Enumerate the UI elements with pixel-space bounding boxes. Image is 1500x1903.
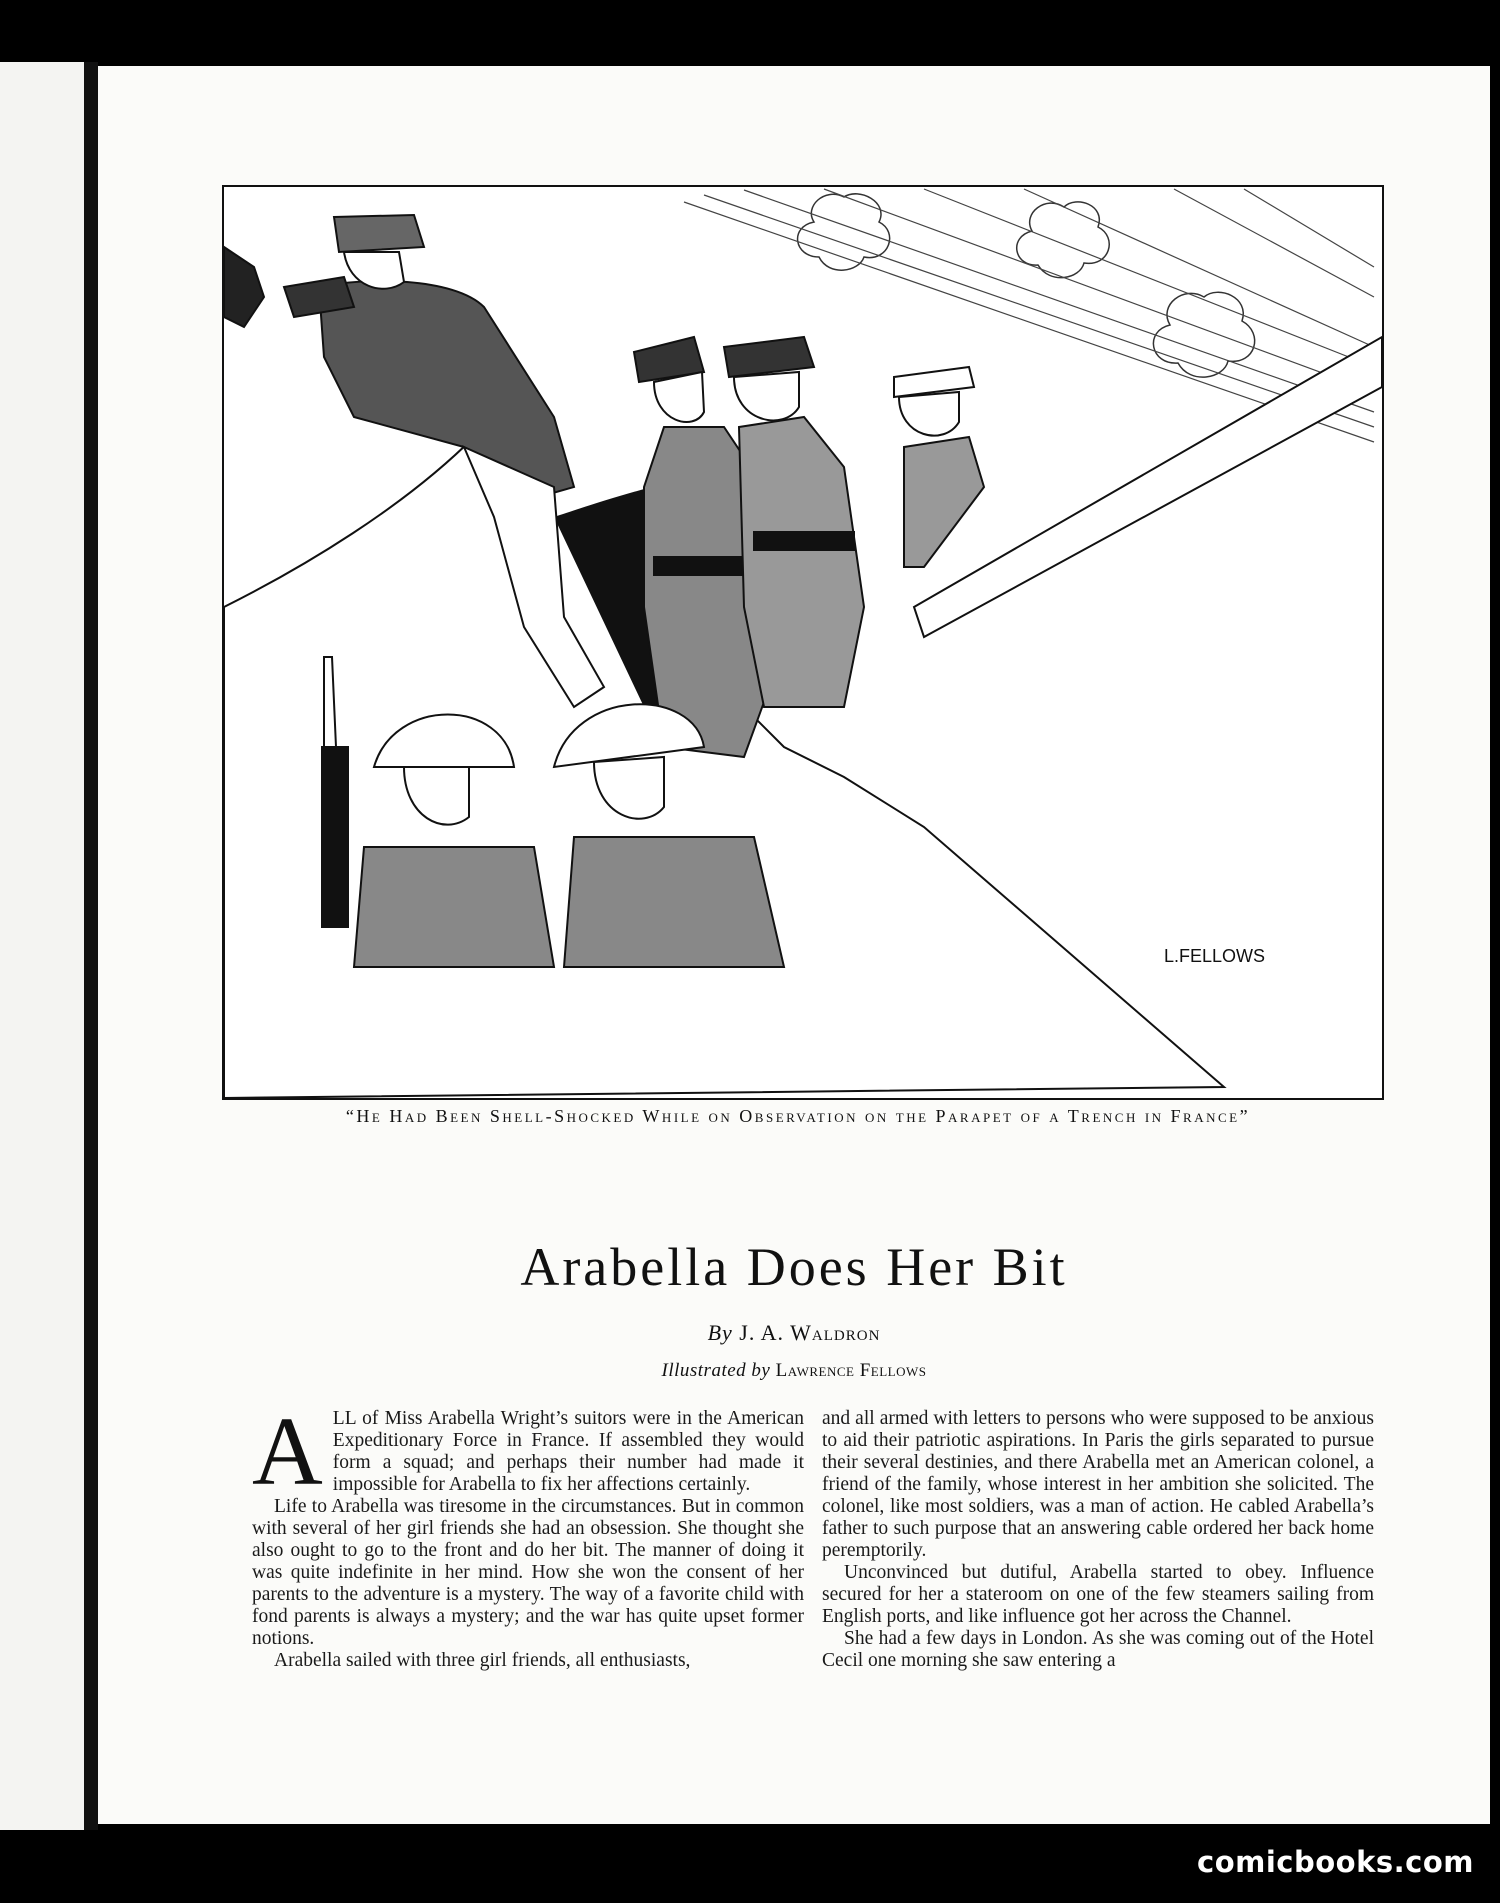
author-name: J. A. Waldron <box>739 1320 881 1345</box>
article-column-2 <box>822 1408 1374 1672</box>
paragraph-text: LL of Miss Arabella Wright’s suitors were in the American Expeditionary Force in France. If assembled they would form a squad; and perhaps their number had made it impossible for Arabella to fix her affections certainly. <box>332 1408 804 1495</box>
paragraph: and all armed with letters to persons who were supposed to be anxious to aid their patriotic aspirations. In Paris the girls separated to pursue their several destinies, and there Arabella met an American colonel, a friend of the family, whose interest in her ambition she solicited. The colonel, like most soldiers, was a man of action. He cabled Arabella’s father to such purpose that an answering cable ordered her back home peremptorily. <box>822 1408 1374 1561</box>
paragraph: Unconvinced but dutiful, Arabella started to obey. Influence secured for her a stateroom on one of the few steamers sailing from English ports, and like influence got her across the Channel. <box>822 1562 1374 1627</box>
byline-prefix: By <box>707 1320 733 1345</box>
binding-rule <box>84 62 98 1830</box>
illustration-caption: “He Had Been Shell-Shocked While on Observation on the Parapet of a Trench in France” <box>345 1106 1251 1126</box>
magazine-page <box>98 66 1490 1824</box>
illustrated-prefix: Illustrated <box>661 1360 747 1381</box>
artist-signature: L.FELLOWS <box>1164 946 1266 966</box>
paragraph: Life to Arabella was tiresome in the circumstances. But in common with several of her girl friends she had an obsession. She thought she also ought to go to the front and do her bit. The manner of doing it was quite indefinite in her mind. How she won the consent of her parents to the adventure is a mystery. The way of a favorite child with fond parents is always a mystery; and the war has quite upset former notions. <box>252 1496 804 1649</box>
illustrated-by-word: by <box>751 1360 771 1381</box>
illustrator-credit <box>98 1360 1490 1382</box>
left-page-edge <box>0 62 86 1830</box>
byline <box>98 1320 1490 1346</box>
article-title: Arabella Does Her Bit <box>520 1237 1068 1297</box>
watermark: comicbooks.com <box>1197 1845 1474 1879</box>
officer-right <box>894 367 984 567</box>
illustrator-name: Lawrence Fellows <box>775 1360 927 1381</box>
article-column-1 <box>252 1398 804 1672</box>
smoke-clouds <box>798 194 1255 377</box>
paragraph: Arabella sailed with three girl friends, all enthusiasts, <box>274 1650 691 1671</box>
trench-illustration <box>222 185 1384 1100</box>
drop-cap: A <box>252 1398 323 1506</box>
paragraph: She had a few days in London. As she was coming out of the Hotel Cecil one morning she saw entering a <box>822 1628 1374 1671</box>
paragraph <box>252 1398 804 1506</box>
